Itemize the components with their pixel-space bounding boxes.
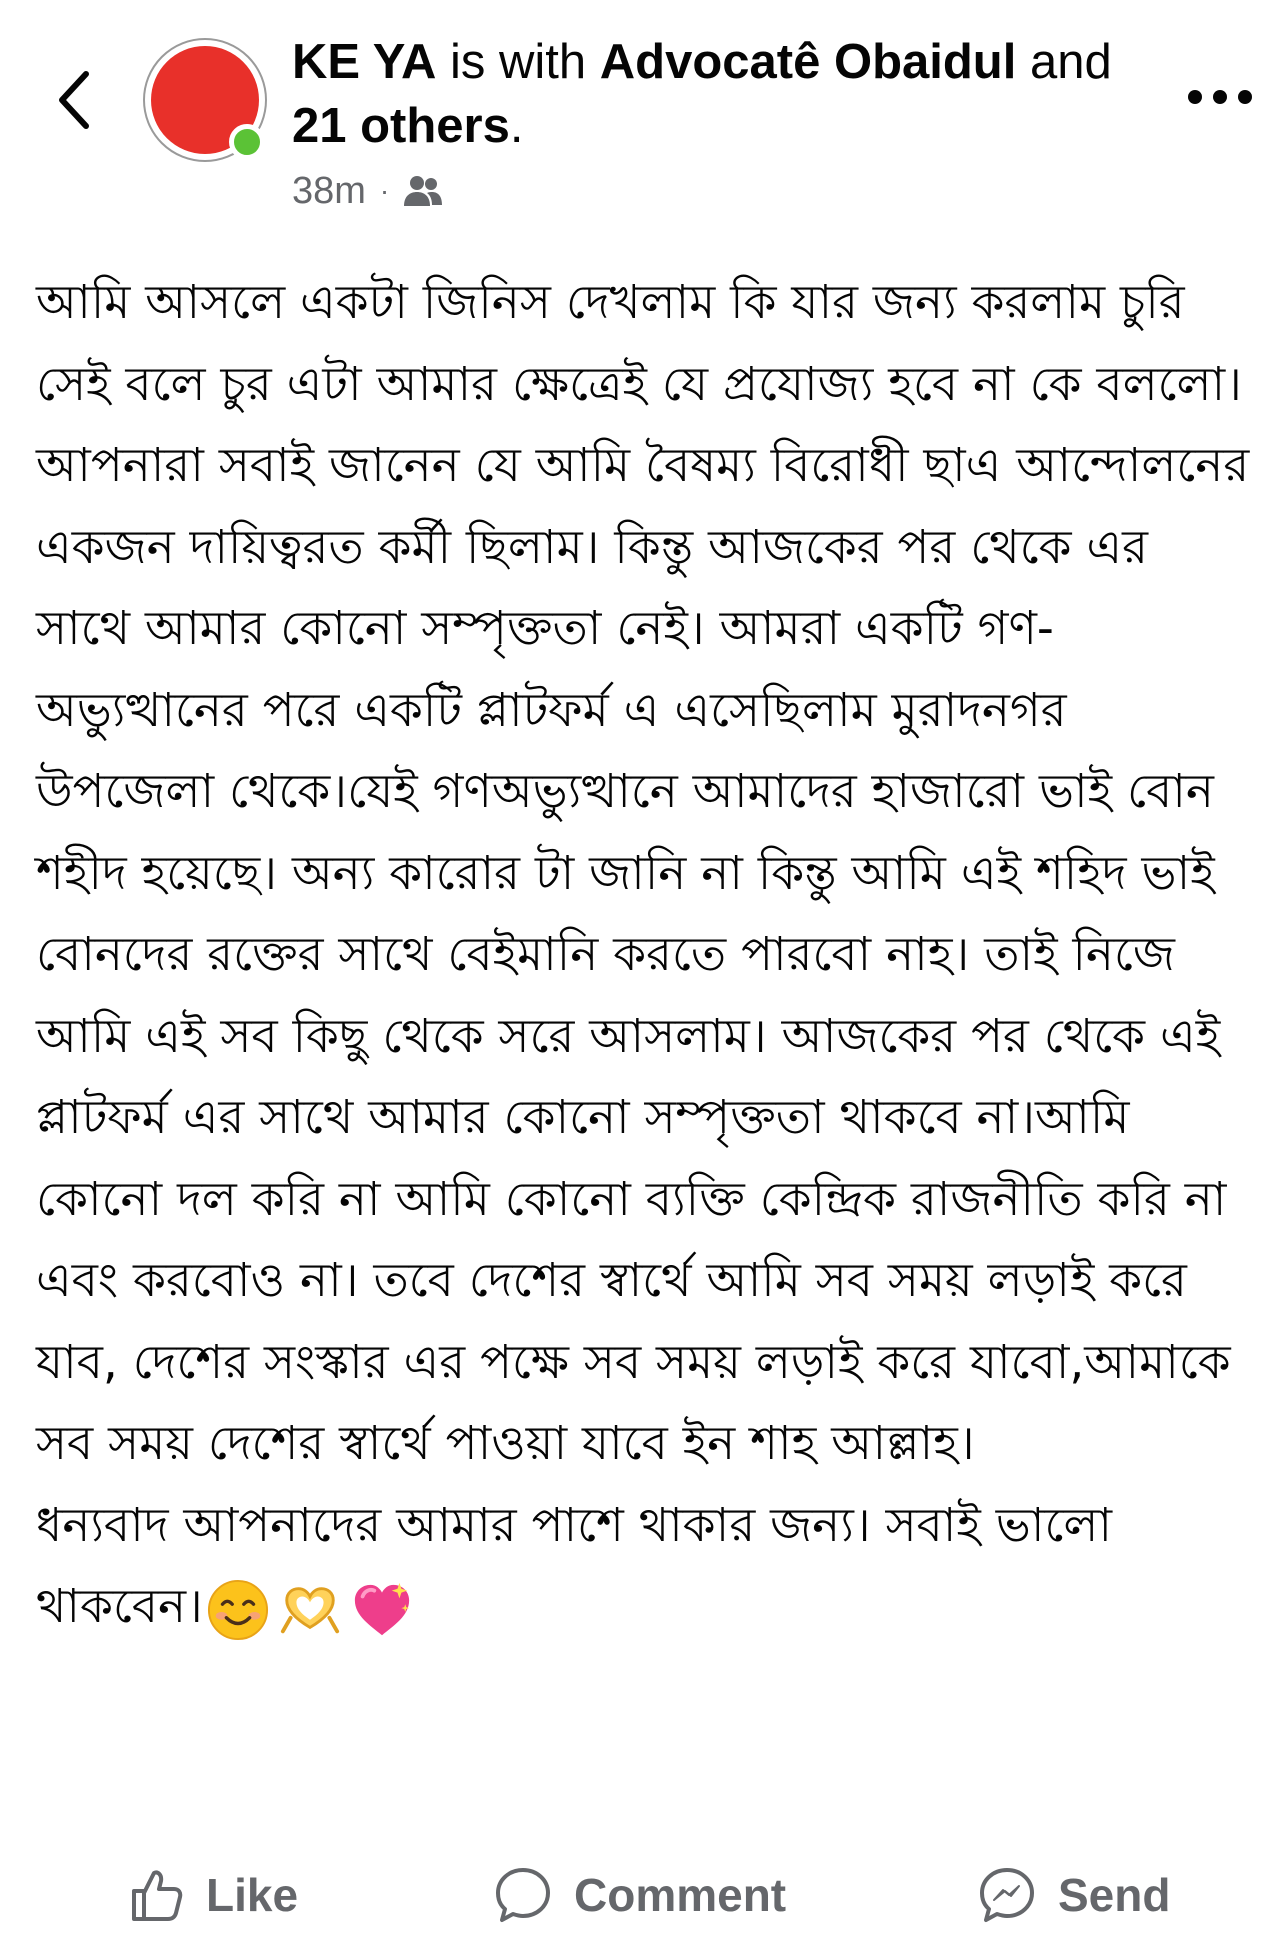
thumbs-up-icon: [128, 1867, 184, 1923]
avatar[interactable]: [143, 38, 271, 166]
send-button[interactable]: [978, 1850, 1170, 1940]
post-title: [292, 30, 1152, 158]
messenger-icon: [978, 1866, 1036, 1924]
with-text: is with: [450, 35, 587, 89]
post-closing: ধন্যবাদ আপনাদের আমার পাশে থাকার জন্য। সবাই ভালো থাকবেন।: [36, 1497, 1127, 1634]
more-options-button[interactable]: [1180, 72, 1260, 122]
smiling-face-emoji: [207, 1579, 269, 1641]
heart-hands-emoji: [279, 1579, 341, 1641]
action-bar: [0, 1850, 1283, 1940]
and-text: and: [1029, 35, 1112, 89]
back-button[interactable]: [44, 60, 104, 140]
more-horizontal-icon: [1187, 89, 1253, 105]
post-text: আমি আসলে একটা জিনিস দেখলাম কি যার জন্য করলাম চুরি সেই বলে চুর এটা আমার ক্ষেত্রেই যে প্রযোজ্য হবে না কে বললো। আপনারা সবাই জানেন যে আমি বৈষম্য বিরোধী ছাএ আন্দোলনের একজন দায়িত্বরত কর্মী ছিলাম। কিন্তু আজকের পর থেকে এর সাথে আমার কোনো সম্পৃক্ততা নেই। আমরা একটি গণ-অভ্যুত্থানের পরে একটি প্লাটফর্ম এ এসেছিলাম মুরাদনগর উপজেলা থেকে।যেই গণঅভ্যুত্থানে আমাদের হাজারো ভাই বোন শহীদ হয়েছে। অন্য কারোর টা জানি না কিন্তু আমি এই শহিদ ভাই বোনদের রক্তের সাথে বেইমানি করতে পারবো নাহ। তাই নিজে আমি এই সব কিছু থেকে সরে আসলাম। আজকের পর থেকে এই প্লাটফর্ম এর সাথে আমার কোনো সম্পৃক্ততা থাকবে না।আমি কোনো দল করি না আমি কোনো ব্যক্তি কেন্দ্রিক রাজনীতি করি না এবং করবোও না। তবে দেশের স্বার্থে আমি সব সময় লড়াই করে যাব, দেশের সংস্কার এর পক্ষে সব সময় লড়াই করে যাবো,আমাকে সব সময় দেশের স্বার্থে পাওয়া যাবে ইন শাহ আল্লাহ।: [36, 275, 1265, 1471]
sparkling-heart-emoji: [351, 1579, 413, 1641]
timestamp[interactable]: 38m: [292, 169, 366, 212]
tagged-name[interactable]: Advocatê Obaidul: [599, 35, 1017, 89]
like-button[interactable]: [128, 1850, 298, 1940]
comment-label: Comment: [574, 1869, 787, 1921]
emoji-row: [207, 1579, 423, 1641]
comment-bubble-icon: [494, 1866, 552, 1924]
post-body: [36, 262, 1265, 1648]
chevron-left-icon: [54, 68, 94, 132]
like-label: Like: [206, 1869, 299, 1921]
send-label: Send: [1058, 1869, 1171, 1921]
post-meta: [292, 164, 443, 218]
title-period: .: [509, 99, 524, 153]
friends-icon[interactable]: [403, 174, 443, 208]
others-link[interactable]: 21 others: [292, 99, 510, 153]
post-header: [0, 0, 1283, 220]
meta-separator: ·: [379, 175, 390, 206]
online-status-dot: [229, 124, 265, 160]
poster-name[interactable]: KE YA: [292, 35, 437, 89]
comment-button[interactable]: [494, 1850, 786, 1940]
